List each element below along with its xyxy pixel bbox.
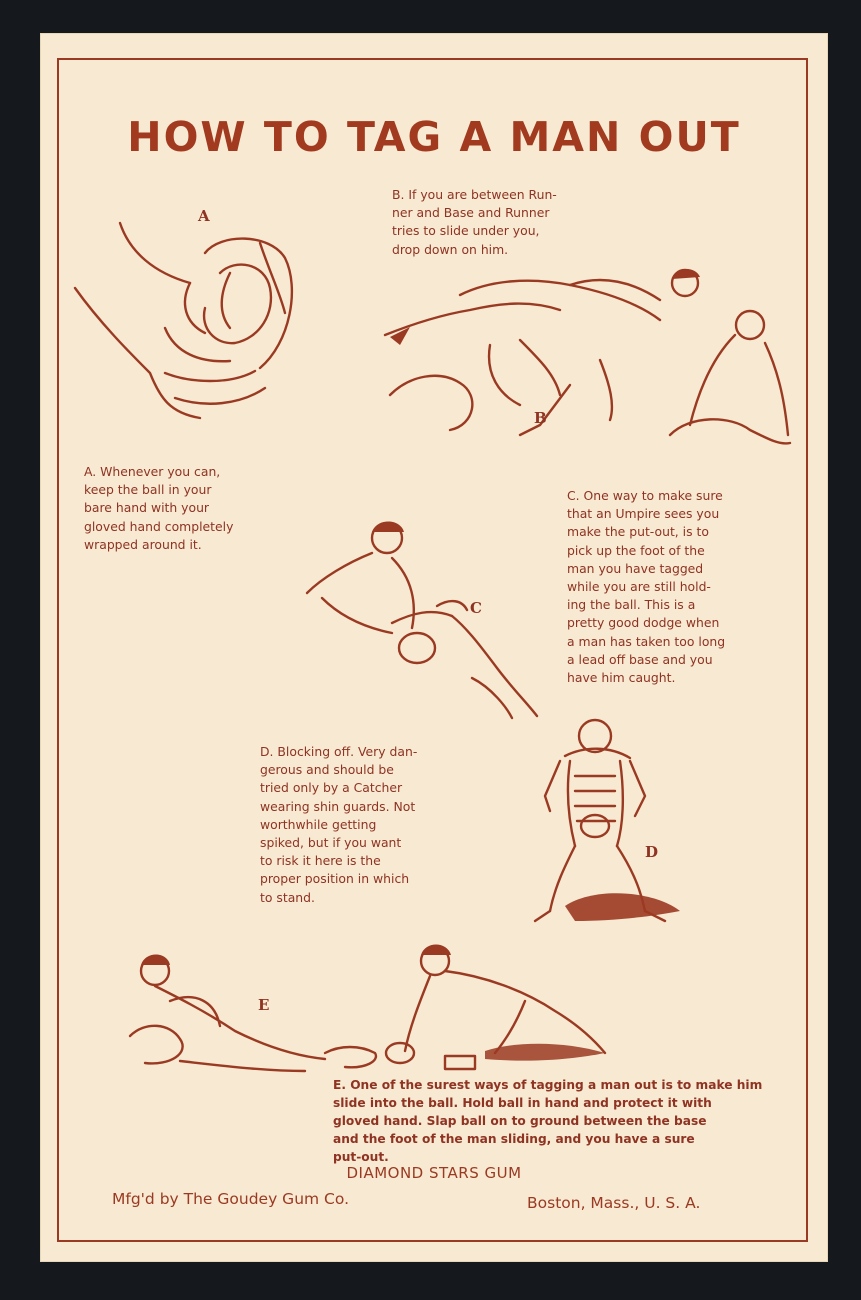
hand-holding-ball-icon [70,213,310,443]
illustration-letter-b: B [534,409,547,427]
card-title: HOW TO TAG A MAN OUT [127,113,741,161]
caption-b: B. If you are between Run- ner and Base and Runner tries to slide under you, drop down on him. [392,187,557,257]
footer-brand: DIAMOND STARS GUM [346,1164,522,1182]
illustration-letter-a: A [198,207,210,225]
illustration-letter-c: C [470,599,482,617]
caption-e: E. One of the surest ways of tagging a man out is to make him slide into the ball. Hold ball in hand and protect it with gloved hand. Slap ball on to ground between the base and the foot of the man sliding, and you have a sure put-out. [333,1078,763,1164]
instruction-card [40,33,828,1262]
caption-a: A. Whenever you can, keep the ball in your bare hand with your gloved hand completely wrapped around it. [84,464,234,552]
fielder-diving-on-runner-icon [370,265,790,455]
footer-city: Boston, Mass., U. S. A. [527,1194,701,1212]
illustration-letter-d: D [645,843,659,861]
caption-d: D. Blocking off. Very dan- gerous and should be tried only by a Catcher wearing shin guards. Not worthwhile getting spiked, but if you want to risk it here is the proper position in which to stand. [260,744,418,905]
footer-maker: Mfg'd by The Goudey Gum Co. [112,1190,350,1208]
caption-c: C. One way to make sure that an Umpire sees you make the put-out, is to pick up the foot of the man you have tagged while you are still hold- ing the ball. This is a pretty good dodge when a man has taken too long a lead off base and you have him caught. [567,488,726,686]
illustration-letter-e: E [258,996,270,1014]
runner-sliding-tag-icon [125,941,615,1081]
fielder-lifting-foot-icon [302,518,542,718]
catcher-blocking-icon [505,716,685,936]
